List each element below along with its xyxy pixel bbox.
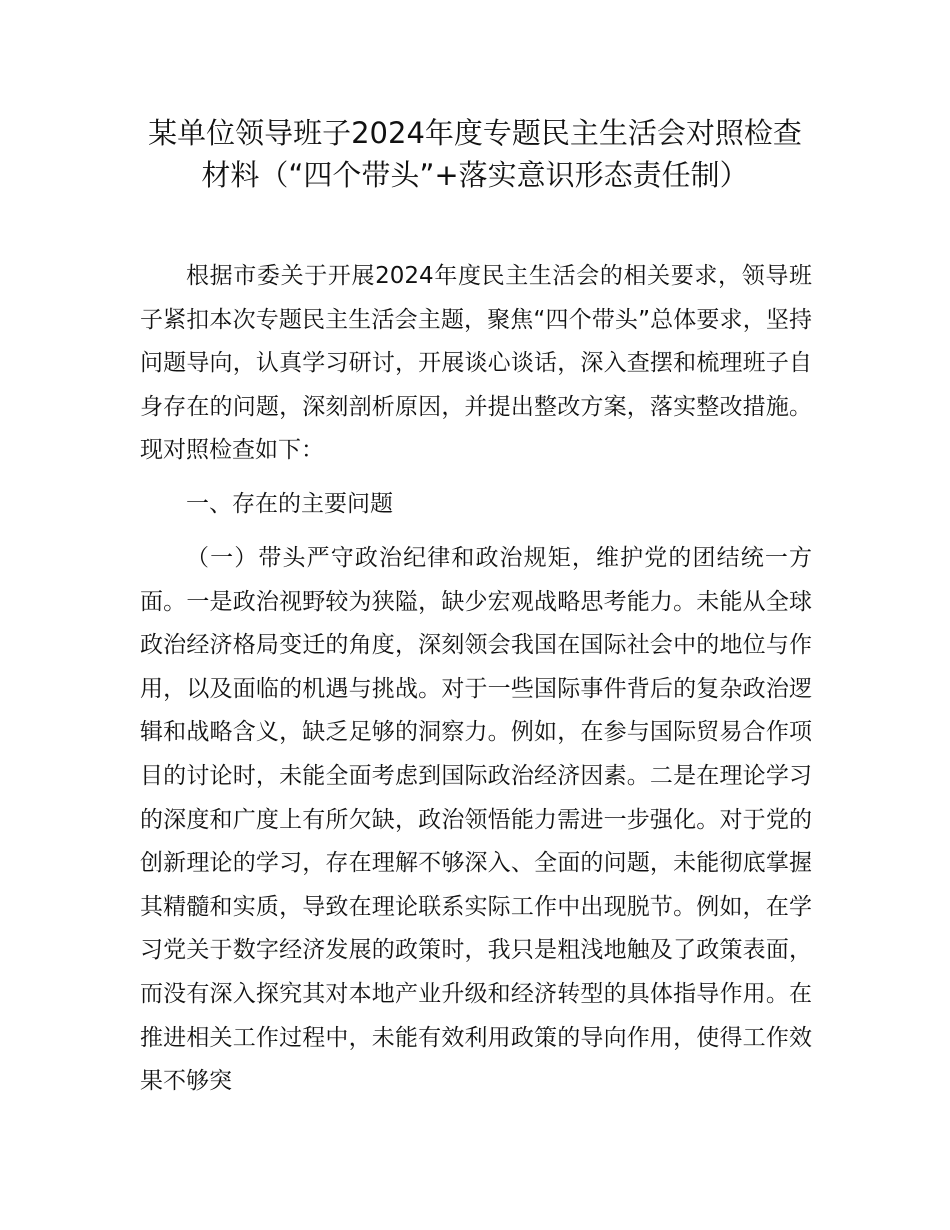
intro-paragraph: 根据市委关于开展2024年度民主生活会的相关要求，领导班子紧扣本次专题民主生活会主题，聚焦“四个带头”总体要求，坚持问题导向，认真学习研讨，开展谈心谈话，深入查摆和梳理班子自身存在的问题，深刻剖析原因，并提出整改方案，落实整改措施。现对照检查如下： — [140, 263, 812, 464]
section-heading: 一、存在的主要问题 — [186, 491, 393, 517]
document-title: 某单位领导班子2024年度专题民主生活会对照检查材料（“四个带头”+落实意识形态责任制） — [148, 116, 802, 192]
section-paragraph: （一）带头严守政治纪律和政治规矩，维护党的团结统一方面。一是政治视野较为狭隘，缺少宏观战略思考能力。未能从全球政治经济格局变迁的角度，深刻领会我国在国际社会中的地位与作用，以及面临的机遇与挑战。对于一些国际事件背后的复杂政治逻辑和战略含义，缺乏足够的洞察力。例如，在参与国际贸易合作项目的讨论时，未能全面考虑到国际政治经济因素。二是在理论学习的深度和广度上有所欠缺，政治领悟能力需进一步强化。对于党的创新理论的学习，存在理解不够深入、全面的问题，未能彻底掌握其精髓和实质，导致在理论联系实际工作中出现脱节。例如，在学习党关于数字经济发展的政策时，我只是粗浅地触及了政策表面，而没有深入探究其对本地产业升级和经济转型的具体指导作用。在推进相关工作过程中，未能有效利用政策的导向作用，使得工作效果不够突 — [140, 545, 812, 1095]
